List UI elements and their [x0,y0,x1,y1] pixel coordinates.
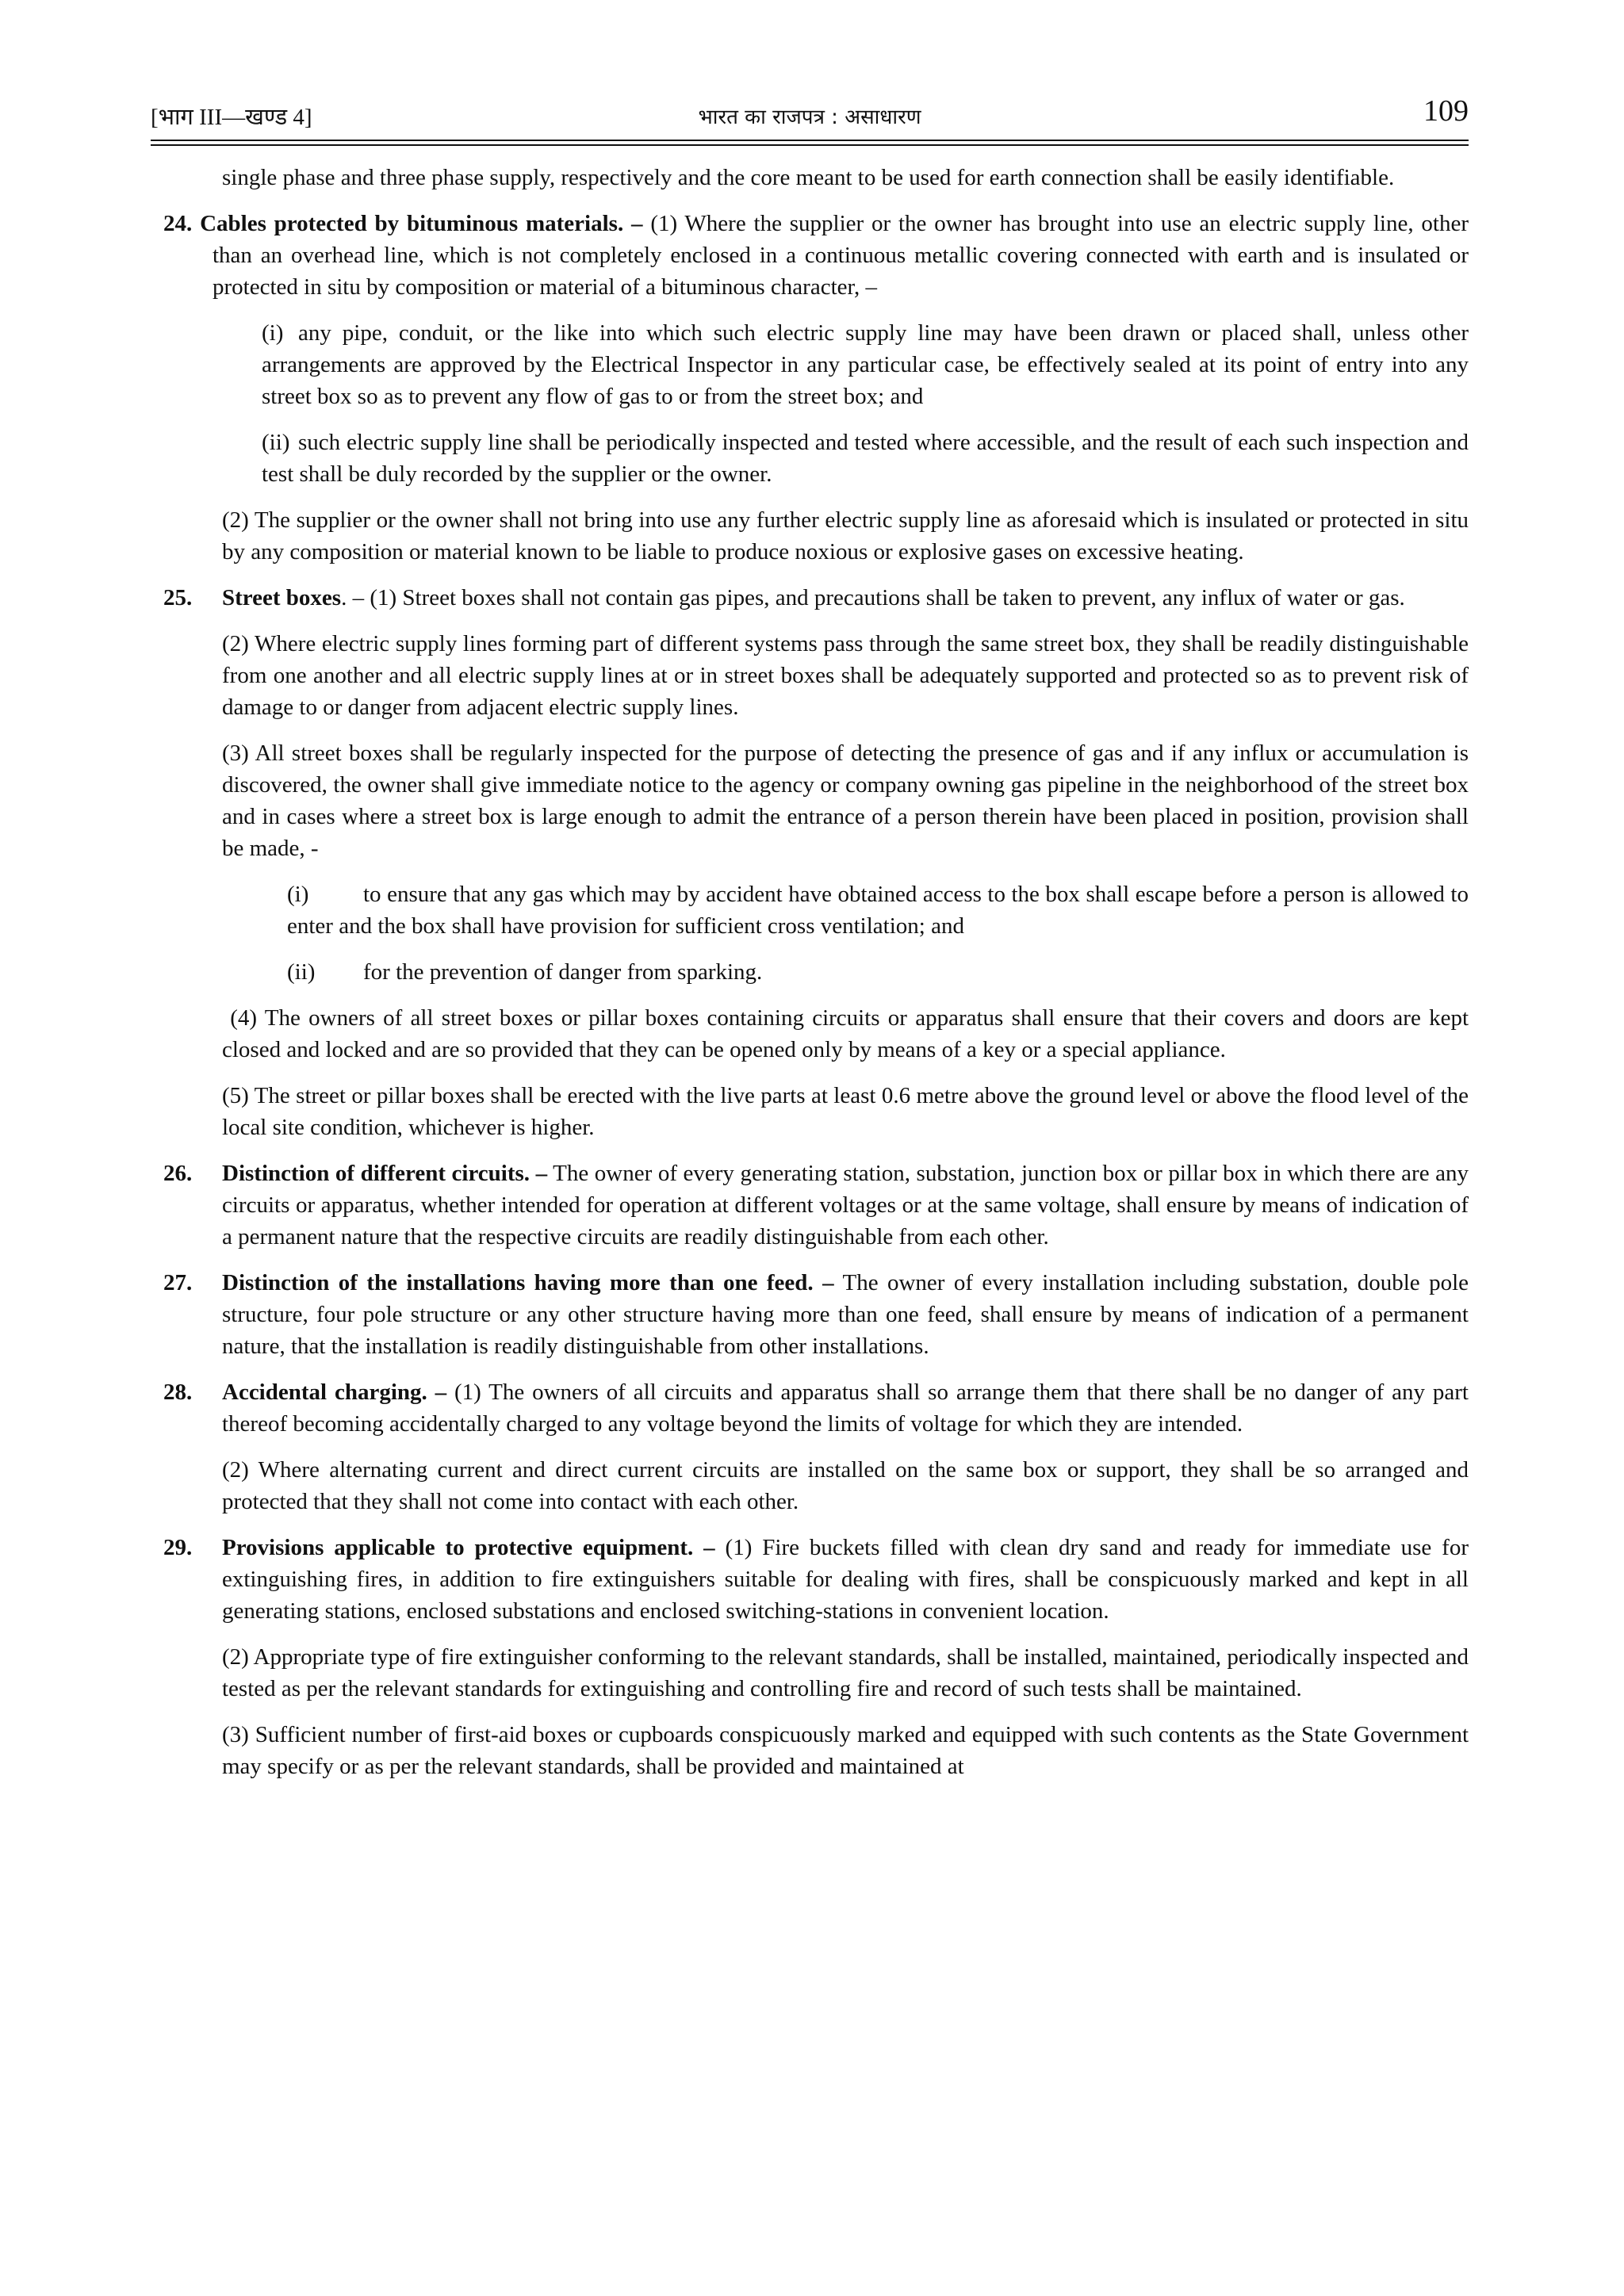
section-28-number: 28. [163,1380,193,1405]
section-26-title: Distinction of different circuits. – [222,1161,548,1186]
section-24-number: 24. [163,211,201,236]
section-29-subsection-2: (2) Appropriate type of fire extinguisher conforming to the relevant standards, shall be installed, maintained, periodically inspected and tested as per the relevant standards for extinguishing and controlling fire and record of such tests shall be maintained. [222,1644,1469,1701]
clause-label: (i) [287,882,309,907]
clause-label: (i) [262,320,284,346]
section-25-subsection-3: (3) All street boxes shall be regularly inspected for the purpose of detecting the presence of gas and if any influx or accumulation is discovered, the owner shall give immediate notice to the agency or company owning gas pipeline in the neighborhood of the street box and in cases where a street box is large enough to admit the entrance of a person therein have been placed in position, provision shall be made, - [222,740,1469,861]
section-25-clause-ii [163,956,1469,988]
section-24-clause-ii [163,427,1469,490]
section-25-subsection-4: (4) The owners of all street boxes or pillar boxes containing circuits or apparatus shall ensure that their covers and doors are kept closed and locked and are so provided that they can be opened only by means of a key or a special appliance. [222,1005,1475,1062]
section-25-subsection-5: (5) The street or pillar boxes shall be erected with the live parts at least 0.6 metre above the ground level or above the flood level of the local site condition, whichever is higher. [222,1083,1469,1140]
section-28-text: (1) The owners of all circuits and apparatus shall so arrange them that there shall be no danger of any part thereof becoming accidentally charged to any voltage beyond the limits of voltage for which they are intended. [222,1380,1469,1437]
section-29-text: (1) Fire buckets filled with clean dry sand and ready for immediate use for extinguishing fires, in addition to fire extinguishers suitable for dealing with fires, shall be conspicuously marked and kept in all generating stations, enclosed substations and enclosed switching-stations in convenient location. [222,1535,1469,1624]
section-25-subsection-2: (2) Where electric supply lines forming part of different systems pass through the same street box, they shall be readily distinguishable from one another and all electric supply lines at or in street boxes shall be adequately supported and protected so as to prevent risk of damage to or danger from adjacent electric supply lines. [222,631,1469,720]
section-25-text: . – (1) Street boxes shall not contain gas pipes, and precautions shall be taken to prevent, any influx of water or gas. [341,585,1405,610]
header-gazette-title: भारत का राजपत्र : असाधारण [698,105,921,129]
header-rule-top [151,140,1469,141]
section-29-paragraph [222,1532,1469,1627]
section-27-number: 27. [163,1270,193,1295]
section-28-subsection-2: (2) Where alternating current and direct current circuits are installed on the same box or support, they shall be so arranged and protected that they shall not come into contact with each other. [222,1457,1469,1514]
section-24-clause-i [163,317,1469,412]
section-28-paragraph [222,1376,1469,1440]
continuation-paragraph: single phase and three phase supply, respectively and the core meant to be used for earth connection shall be easily identifiable. [222,165,1395,190]
section-25-heading-paragraph [222,582,1469,614]
section-26-number: 26. [163,1161,193,1186]
section-24-title: Cables protected by bituminous materials. – [200,211,643,236]
section-29-number: 29. [163,1535,193,1560]
clause-label: (ii) [287,959,316,985]
section-25-clause-i [163,878,1469,942]
running-header [151,95,1469,135]
section-29-subsection-3: (3) Sufficient number of first-aid boxes or cupboards conspicuously marked and equipped with such contents as the State Government may specify or as per the relevant standards, shall be provided and maintained at [222,1722,1469,1779]
section-27-text: The owner of every installation including substation, double pole structure, four pole structure or any other structure having more than one feed, shall ensure by means of indication of a permanent nature, that the installation is readily distinguishable from other installations. [222,1270,1469,1359]
section-29-title: Provisions applicable to protective equipment. – [222,1535,715,1560]
header-part-label: [भाग III—खण्ड 4] [151,105,312,130]
clause-text: for the prevention of danger from sparking. [363,959,763,985]
section-28 [163,1376,1469,1440]
section-26-paragraph [222,1158,1469,1253]
section-27-paragraph [222,1267,1469,1362]
section-26-text: The owner of every generating station, substation, junction box or pillar box in which there are any circuits or apparatus, whether intended for operation at different voltages or at the same voltage, shall ensure by means of indication of a permanent nature that the respective circuits are readily distinguishable from each other. [222,1161,1469,1249]
section-27 [163,1267,1469,1362]
section-24-text: (1) Where the supplier or the owner has brought into use an electric supply line, other than an overhead line, which is not completely enclosed in a continuous metallic covering connected with earth and is insulated or protected in situ by composition or material of a bituminous character, – [213,211,1469,300]
section-25 [163,582,1469,614]
page-number: 109 [1423,94,1469,128]
clause-text: any pipe, conduit, or the like into which such electric supply line may have been drawn or placed shall, unless other arrangements are approved by the Electrical Inspector in any particular case, be effectively sealed at its point of entry into any street box so as to prevent any flow of gas to or from the street box; and [262,320,1469,409]
section-25-title: Street boxes [222,585,342,610]
section-25-number: 25. [163,585,193,610]
section-27-title: Distinction of the installations having more than one feed. – [222,1270,834,1295]
clause-label: (ii) [262,430,290,455]
clause-text: such electric supply line shall be periodically inspected and tested where accessible, and the result of each such inspection and test shall be duly recorded by the supplier or the owner. [262,430,1469,487]
section-24-heading-paragraph [163,208,1469,303]
section-28-title: Accidental charging. – [222,1380,447,1405]
header-rule-bottom [151,144,1469,146]
clause-text: to ensure that any gas which may by accident have obtained access to the box shall escape before a person is allowed to enter and the box shall have provision for sufficient cross ventilation; and [287,882,1469,939]
section-26 [163,1158,1469,1253]
section-29 [163,1532,1469,1627]
section-24 [163,208,1469,303]
section-24-subsection-2: (2) The supplier or the owner shall not bring into use any further electric supply line as aforesaid which is insulated or protected in situ by any composition or material known to be liable to produce noxious or explosive gases on excessive heating. [222,507,1469,564]
page-body [163,162,1475,1797]
